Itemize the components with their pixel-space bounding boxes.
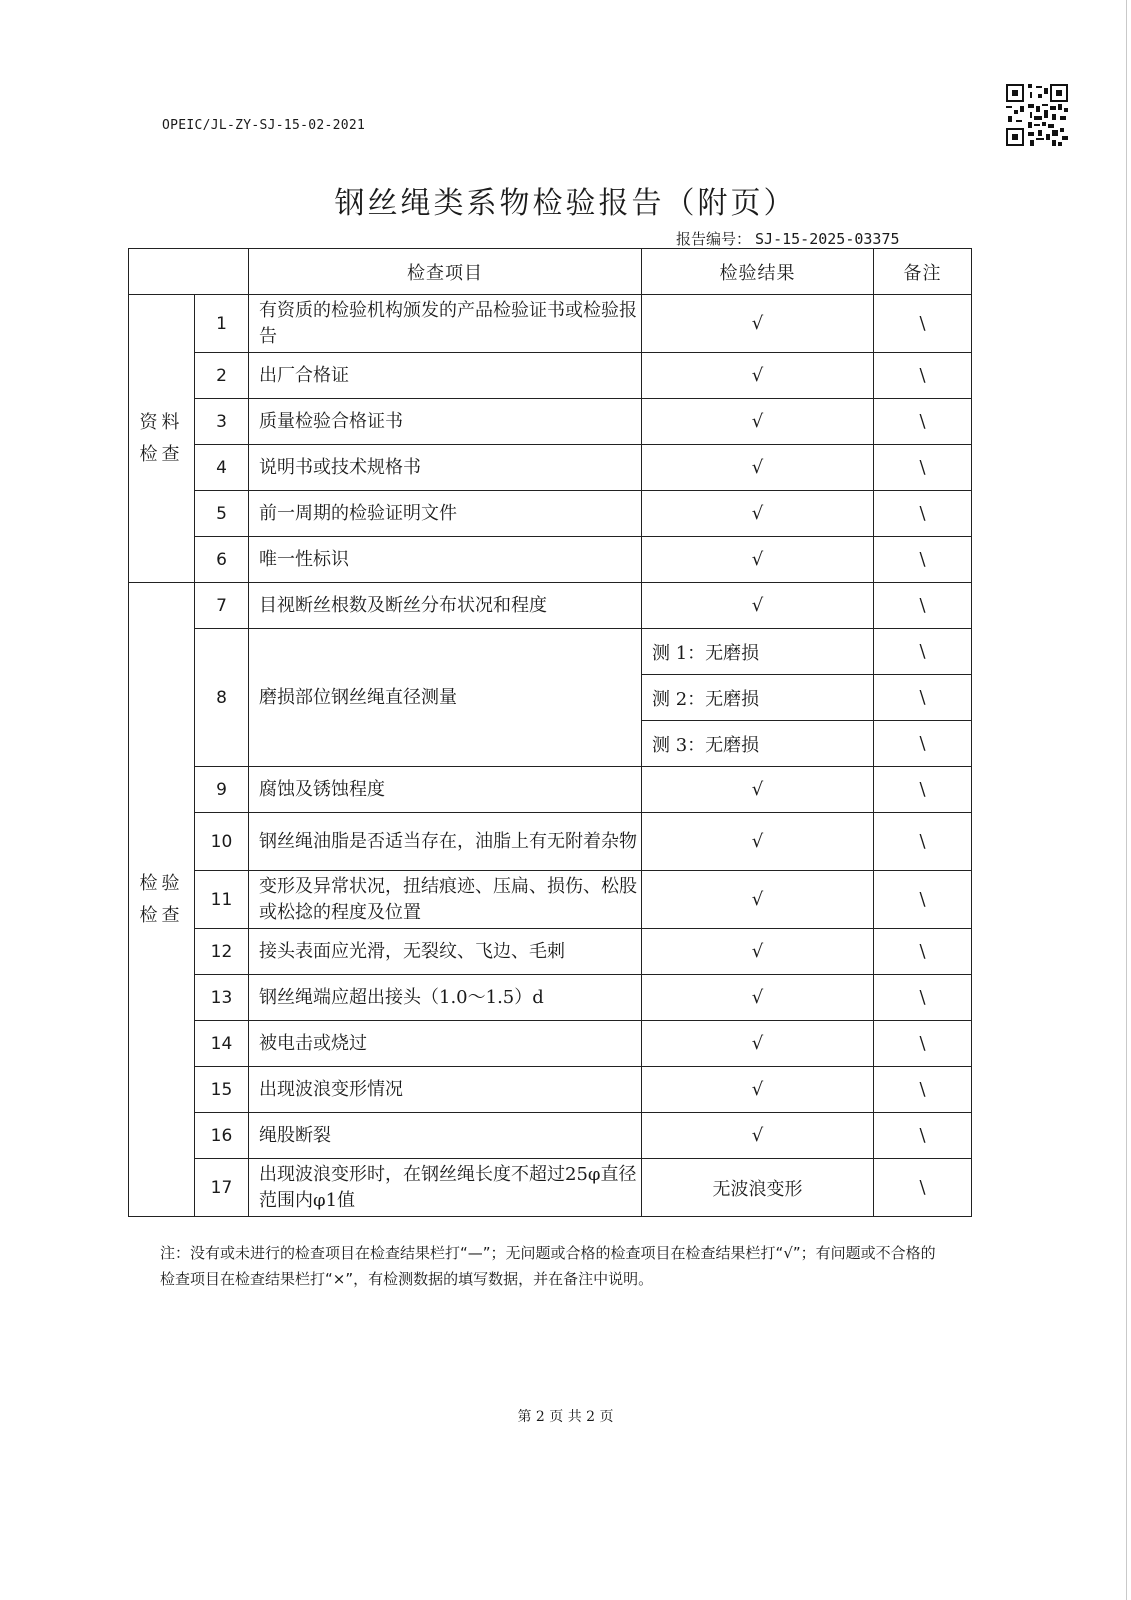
row-remark: \ — [874, 767, 972, 813]
row-number: 14 — [195, 1021, 249, 1067]
row-result: √ — [642, 929, 874, 975]
row-result: √ — [642, 353, 874, 399]
row-item: 出现波浪变形时，在钢丝绳长度不超过25φ直径范围内φ1值 — [249, 1159, 642, 1217]
row-result: √ — [642, 767, 874, 813]
row-number: 7 — [195, 583, 249, 629]
row-number: 12 — [195, 929, 249, 975]
row-item: 被电击或烧过 — [249, 1021, 642, 1067]
row-remark: \ — [874, 1113, 972, 1159]
row-result: √ — [642, 871, 874, 929]
report-number — [676, 228, 900, 249]
row-result: √ — [642, 1021, 874, 1067]
header-result: 检验结果 — [642, 249, 874, 295]
row-item: 质量检验合格证书 — [249, 399, 642, 445]
page-number: 第 2 页 共 2 页 — [517, 1409, 614, 1425]
header-item: 检查项目 — [249, 249, 642, 295]
page-edge — [1126, 0, 1127, 1600]
row-remark: \ — [874, 399, 972, 445]
row-remark: \ — [874, 975, 972, 1021]
row-number: 9 — [195, 767, 249, 813]
row-number: 13 — [195, 975, 249, 1021]
row-item: 变形及异常状况，扭结痕迹、压扁、损伤、松股或松捻的程度及位置 — [249, 871, 642, 929]
table-row — [129, 399, 972, 445]
report-number-value: SJ-15-2025-03375 — [755, 230, 900, 248]
table-row — [129, 929, 972, 975]
table-row — [129, 975, 972, 1021]
row-remark: \ — [874, 929, 972, 975]
row-result: √ — [642, 537, 874, 583]
row-number: 3 — [195, 399, 249, 445]
row-number: 5 — [195, 491, 249, 537]
row-result: √ — [642, 491, 874, 537]
row-result: √ — [642, 1113, 874, 1159]
table-header-row — [129, 249, 972, 295]
row-result: √ — [642, 813, 874, 871]
table-row — [129, 1113, 972, 1159]
category-doc-check — [129, 295, 195, 583]
row-item: 钢丝绳油脂是否适当存在，油脂上有无附着杂物 — [249, 813, 642, 871]
row-number: 2 — [195, 353, 249, 399]
row-item: 有资质的检验机构颁发的产品检验证书或检验报告 — [249, 295, 642, 353]
row-remark: \ — [874, 353, 972, 399]
row-number: 6 — [195, 537, 249, 583]
row-result: √ — [642, 295, 874, 353]
row-remark: \ — [874, 675, 972, 721]
row-number: 15 — [195, 1067, 249, 1113]
row-item: 唯一性标识 — [249, 537, 642, 583]
row-result: √ — [642, 445, 874, 491]
category-inspect-check — [129, 583, 195, 1217]
table-row — [129, 813, 972, 871]
row-item: 绳股断裂 — [249, 1113, 642, 1159]
table-row — [129, 295, 972, 353]
row-item: 钢丝绳端应超出接头（1.0～1.5）d — [249, 975, 642, 1021]
row-item: 目视断丝根数及断丝分布状况和程度 — [249, 583, 642, 629]
category-doc-check-label: 资料 检查 — [139, 411, 184, 465]
table-row — [129, 583, 972, 629]
row-number: 8 — [195, 629, 249, 767]
row-number: 4 — [195, 445, 249, 491]
row-result-sub: 测 1：无磨损 — [642, 629, 874, 675]
row-remark: \ — [874, 295, 972, 353]
row-remark: \ — [874, 445, 972, 491]
table-row — [129, 491, 972, 537]
table-row — [129, 767, 972, 813]
row-remark: \ — [874, 871, 972, 929]
table-row — [129, 353, 972, 399]
inspection-table — [128, 248, 972, 1217]
row-remark: \ — [874, 629, 972, 675]
row-number: 16 — [195, 1113, 249, 1159]
row-result: √ — [642, 1067, 874, 1113]
header-blank-cell — [129, 249, 249, 295]
row-item: 接头表面应光滑，无裂纹、飞边、毛刺 — [249, 929, 642, 975]
row-result-sub: 测 3：无磨损 — [642, 721, 874, 767]
row-number: 10 — [195, 813, 249, 871]
row-result: √ — [642, 583, 874, 629]
footnote: 注：没有或未进行的检查项目在检查结果栏打“—”；无问题或合格的检查项目在检查结果栏打“√”；有问题或不合格的检查项目在检查结果栏打“×”，有检测数据的填写数据，并在备注中说明。 — [160, 1244, 936, 1288]
table-row — [129, 1067, 972, 1113]
row-item: 腐蚀及锈蚀程度 — [249, 767, 642, 813]
table-row — [129, 1159, 972, 1217]
table-row — [129, 537, 972, 583]
row-remark: \ — [874, 1159, 972, 1217]
row-remark: \ — [874, 1067, 972, 1113]
row-result: √ — [642, 399, 874, 445]
row-item: 说明书或技术规格书 — [249, 445, 642, 491]
document-title: 钢丝绳类系物检验报告（附页） — [334, 186, 797, 221]
row-result: √ — [642, 975, 874, 1021]
table-row — [129, 629, 972, 675]
qr-code-icon — [1004, 82, 1070, 148]
table-row — [129, 1021, 972, 1067]
row-result: 无波浪变形 — [642, 1159, 874, 1217]
category-inspect-check-label: 检验 检查 — [139, 872, 184, 926]
document-code: OPEIC/JL-ZY-SJ-15-02-2021 — [162, 118, 366, 133]
row-item: 前一周期的检验证明文件 — [249, 491, 642, 537]
row-item: 出现波浪变形情况 — [249, 1067, 642, 1113]
row-item: 出厂合格证 — [249, 353, 642, 399]
row-number: 17 — [195, 1159, 249, 1217]
row-number: 1 — [195, 295, 249, 353]
row-remark: \ — [874, 721, 972, 767]
row-number: 11 — [195, 871, 249, 929]
row-remark: \ — [874, 583, 972, 629]
table-row — [129, 445, 972, 491]
row-remark: \ — [874, 1021, 972, 1067]
table-row — [129, 871, 972, 929]
row-remark: \ — [874, 491, 972, 537]
header-remark: 备注 — [874, 249, 972, 295]
row-remark: \ — [874, 537, 972, 583]
row-item: 磨损部位钢丝绳直径测量 — [249, 629, 642, 767]
report-number-label: 报告编号： — [676, 230, 752, 248]
row-remark: \ — [874, 813, 972, 871]
row-result-sub: 测 2：无磨损 — [642, 675, 874, 721]
